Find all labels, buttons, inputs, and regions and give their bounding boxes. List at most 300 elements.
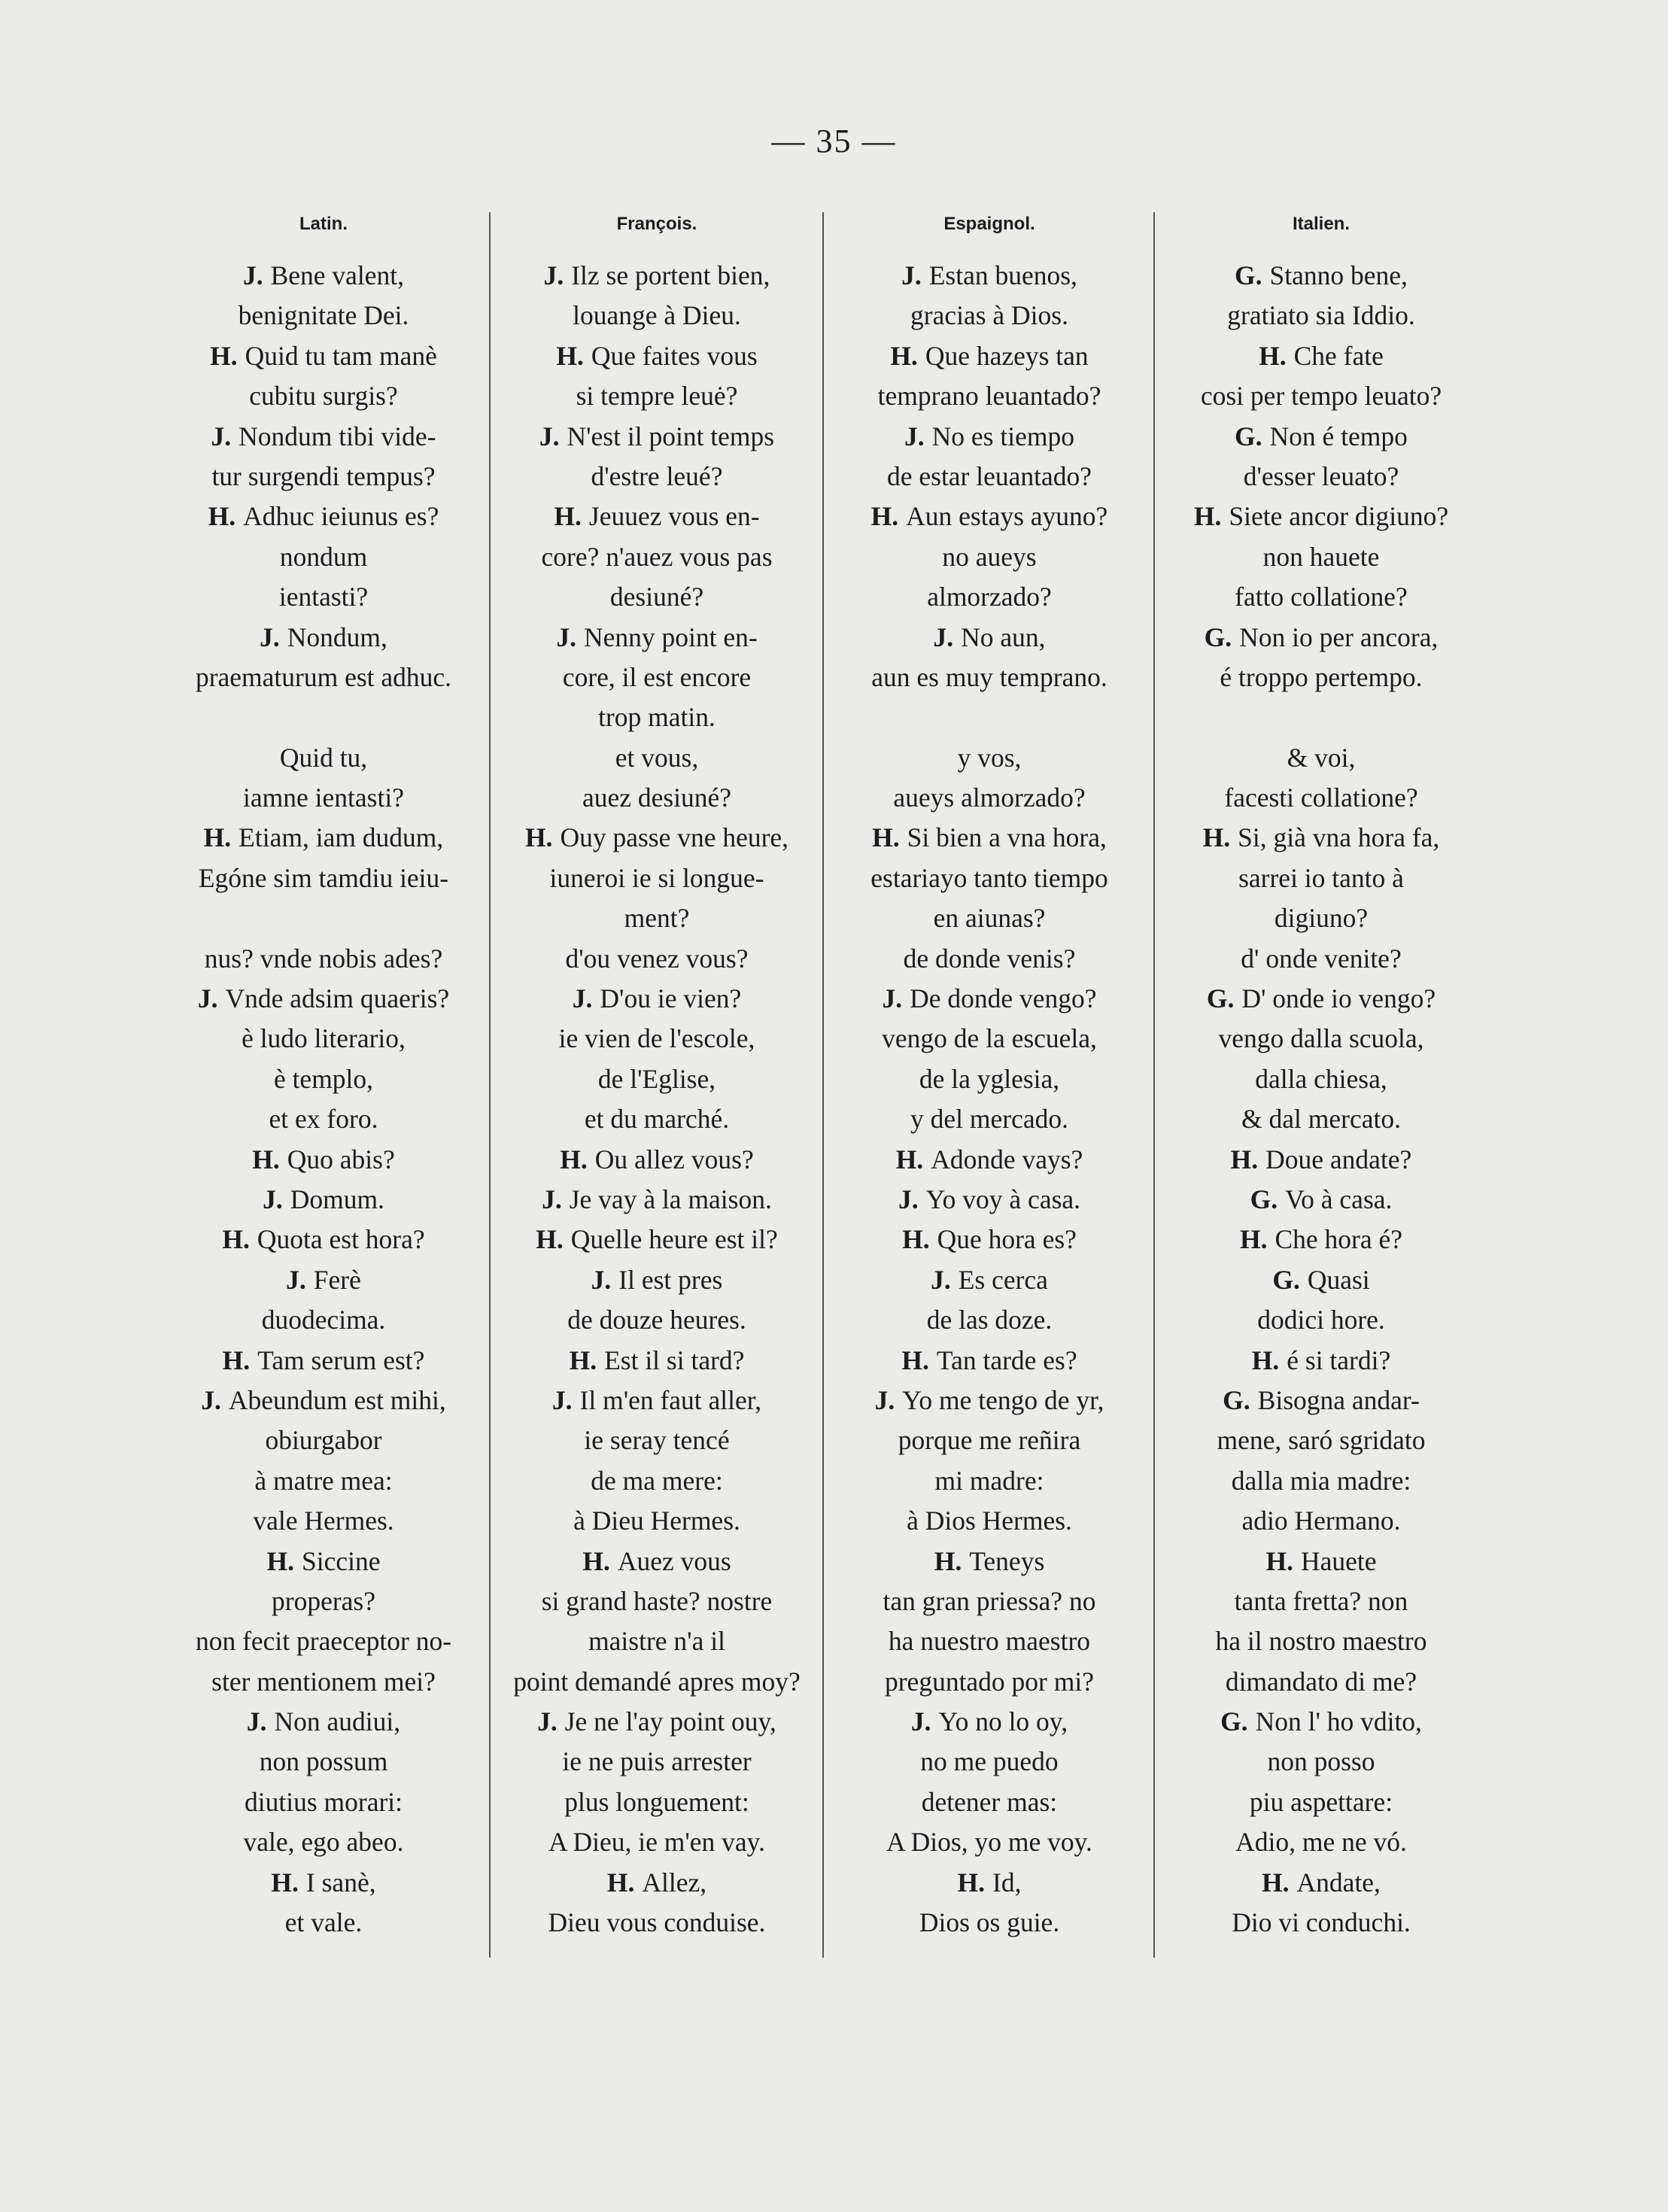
text-line — [493, 1381, 821, 1420]
speaker-label: J. — [263, 1183, 283, 1214]
line-text: si tempre leuė? — [576, 381, 738, 412]
speaker-label: H. — [569, 1345, 597, 1375]
speaker-label: H. — [870, 501, 899, 532]
line-text: facesti collatione? — [1224, 782, 1418, 813]
speaker-label: H. — [556, 340, 584, 371]
line-text: à Dios Hermes. — [907, 1506, 1072, 1536]
text-line — [493, 898, 821, 938]
line-text: Nenny point en- — [583, 621, 758, 652]
text-line — [1157, 1542, 1485, 1582]
line-text: core, il est encore — [562, 661, 752, 692]
line-text: auez desiuné? — [582, 782, 732, 813]
speaker-label: J. — [539, 421, 560, 451]
text-line — [160, 858, 488, 898]
line-text: desiuné? — [609, 582, 704, 612]
line-text: Etiam, iam dudum, — [239, 822, 444, 853]
line-text: aueys almorzado? — [893, 782, 1086, 813]
text-line — [1157, 1662, 1485, 1702]
line-text: Estan buenos, — [928, 260, 1077, 290]
text-line — [160, 1341, 488, 1381]
line-text: core? n'auez vous pas — [541, 541, 773, 572]
text-line — [493, 1300, 821, 1340]
text-line — [493, 1180, 821, 1220]
text-line — [825, 1702, 1153, 1742]
column-heading: Latin. — [299, 214, 348, 234]
text-line — [825, 1420, 1153, 1460]
line-text: d' onde venite? — [1241, 943, 1402, 974]
text-line — [825, 1903, 1153, 1943]
text-line — [1157, 1461, 1485, 1501]
line-text: no me puedo — [920, 1746, 1059, 1777]
text-line — [160, 1180, 488, 1220]
text-line — [825, 256, 1153, 296]
speaker-label: H. — [1230, 1144, 1259, 1174]
speaker-label: H. — [271, 1867, 299, 1898]
line-text: D'ou ie vien? — [600, 983, 742, 1014]
line-text: ie seray tencé — [584, 1425, 730, 1456]
speaker-label: J. — [591, 1264, 612, 1295]
line-text: dalla chiesa, — [1255, 1063, 1387, 1094]
text-line — [160, 296, 488, 336]
line-text: de l'Eglise, — [597, 1063, 716, 1094]
speaker-label: J. — [537, 1706, 558, 1737]
text-line — [825, 336, 1153, 376]
line-text: non posso — [1267, 1746, 1375, 1777]
line-text: Andate, — [1296, 1867, 1381, 1898]
line-text: Ilz se portent bien, — [571, 260, 770, 290]
text-line — [493, 1742, 821, 1782]
line-text: Es cerca — [958, 1264, 1048, 1295]
line-text: & voi, — [1287, 742, 1356, 773]
text-line — [1157, 818, 1485, 858]
text-line — [825, 1260, 1153, 1300]
text-line — [160, 618, 488, 658]
speaker-label: J. — [572, 983, 593, 1014]
line-text: è templo, — [273, 1063, 374, 1094]
text-line — [160, 1501, 488, 1541]
speaker-label: J. — [933, 621, 954, 652]
text-line — [825, 818, 1153, 858]
line-text: adio Hermano. — [1241, 1506, 1401, 1536]
line-text: detener mas: — [921, 1786, 1058, 1817]
text-line — [1157, 618, 1485, 658]
line-text: et ex foro. — [269, 1104, 378, 1135]
line-text: temprano leuantado? — [877, 381, 1101, 412]
text-line — [160, 1420, 488, 1460]
speaker-label: G. — [1204, 621, 1232, 652]
page-number: — 35 — — [771, 123, 897, 160]
line-text: ie ne puis arrester — [562, 1746, 752, 1777]
speaker-label: J. — [246, 1706, 267, 1737]
speaker-label: H. — [901, 1345, 929, 1375]
text-line — [160, 898, 488, 938]
text-line — [1157, 1702, 1485, 1742]
text-line — [160, 939, 488, 979]
line-text: de ma mere: — [591, 1465, 723, 1496]
text-line — [160, 1702, 488, 1742]
line-text: duodecima. — [261, 1305, 386, 1335]
line-text: Tan tarde es? — [936, 1345, 1077, 1375]
speaker-label: J. — [286, 1264, 306, 1295]
line-text: almorzado? — [927, 582, 1052, 612]
line-text: cubitu surgis? — [249, 381, 398, 412]
line-text: aun es muy temprano. — [871, 661, 1107, 692]
text-line — [1157, 1582, 1485, 1621]
text-line — [493, 1341, 821, 1381]
line-text: gratiato sia Iddio. — [1227, 300, 1415, 331]
text-line — [160, 1220, 488, 1259]
text-line — [160, 376, 488, 416]
text-line — [493, 577, 821, 617]
column-espaignol — [825, 203, 1153, 1943]
text-line — [160, 1140, 488, 1180]
line-text: Que hazeys tan — [925, 340, 1089, 371]
speaker-label: H. — [872, 822, 900, 853]
line-text: ha il nostro maestro — [1215, 1626, 1427, 1657]
text-line — [825, 376, 1153, 416]
text-line — [1157, 1019, 1485, 1059]
text-line — [160, 417, 488, 457]
text-line — [493, 336, 821, 376]
line-text: Bene valent, — [270, 260, 405, 290]
text-line — [1157, 1621, 1485, 1661]
line-text: Auez vous — [617, 1545, 731, 1576]
text-line — [493, 376, 821, 416]
line-text: A Dieu, ie m'en vay. — [548, 1827, 766, 1858]
line-text: Jeuuez vous en- — [588, 501, 760, 532]
text-line — [160, 457, 488, 497]
text-line — [493, 1822, 821, 1862]
line-text: d'estre leué? — [591, 460, 723, 491]
text-line — [825, 497, 1153, 536]
speaker-label: G. — [1272, 1264, 1300, 1295]
line-text: y vos, — [957, 742, 1022, 773]
speaker-label: H. — [582, 1545, 610, 1576]
text-line — [825, 858, 1153, 898]
text-line — [493, 457, 821, 497]
line-text: si grand haste? nostre — [541, 1585, 773, 1616]
text-line — [160, 1059, 488, 1099]
text-line — [493, 939, 821, 979]
speaker-label: J. — [543, 260, 564, 290]
text-line — [160, 1662, 488, 1702]
text-line — [1157, 1782, 1485, 1822]
text-line — [825, 1542, 1153, 1582]
column-heading: Espaignol. — [943, 214, 1035, 234]
text-line — [825, 697, 1153, 737]
text-line — [493, 1260, 821, 1300]
line-text: d'esser leuato? — [1243, 460, 1399, 491]
text-line — [493, 658, 821, 697]
line-text: Abeundum est mihi, — [228, 1384, 446, 1415]
text-line — [825, 1822, 1153, 1862]
text-line — [493, 1542, 821, 1582]
line-text: fatto collatione? — [1235, 582, 1408, 612]
line-text: è ludo literario, — [242, 1023, 406, 1054]
text-line — [1157, 1180, 1485, 1220]
line-text: Ouy passe vne heure, — [560, 822, 789, 853]
text-line — [825, 1140, 1153, 1180]
line-text: Vo à casa. — [1285, 1183, 1393, 1214]
text-line — [825, 1742, 1153, 1782]
text-line — [493, 1140, 821, 1180]
text-line — [493, 1501, 821, 1541]
text-line — [160, 1300, 488, 1340]
column-heading: Italien. — [1292, 214, 1351, 234]
text-line — [1157, 858, 1485, 898]
line-text: Siete ancor digiuno? — [1229, 501, 1449, 532]
text-line — [1157, 1863, 1485, 1903]
line-text: é si tardi? — [1287, 1345, 1391, 1375]
line-text: tanta fretta? non — [1234, 1585, 1408, 1616]
line-text: ie vien de l'escole, — [558, 1023, 755, 1054]
line-text: trop matin. — [598, 702, 716, 733]
text-line — [160, 577, 488, 617]
line-text: Doue andate? — [1265, 1144, 1412, 1174]
text-line — [1157, 738, 1485, 778]
line-text: ment? — [624, 903, 690, 934]
line-text: Ferè — [313, 1264, 361, 1295]
speaker-label: H. — [222, 1345, 251, 1375]
line-text: de las doze. — [926, 1305, 1053, 1335]
line-text: non fecit praeceptor no- — [195, 1626, 452, 1657]
text-line — [825, 296, 1153, 336]
text-line — [825, 1180, 1153, 1220]
column-francois — [493, 203, 821, 1943]
text-line — [1157, 1140, 1485, 1180]
text-line — [160, 1381, 488, 1420]
line-text: Nondum, — [287, 621, 387, 652]
text-line — [1157, 778, 1485, 818]
text-line — [825, 1461, 1153, 1501]
text-line — [160, 1582, 488, 1621]
line-text: iamne ientasti? — [243, 782, 404, 813]
text-line — [493, 1059, 821, 1099]
text-line — [825, 457, 1153, 497]
text-line — [1157, 1742, 1485, 1782]
line-text: piu aspettare: — [1249, 1786, 1393, 1817]
text-line — [1157, 457, 1485, 497]
line-text: non hauete — [1262, 541, 1380, 572]
text-line — [825, 618, 1153, 658]
speaker-label: G. — [1235, 260, 1262, 290]
text-line — [825, 1863, 1153, 1903]
line-text: Quid tu tam manè — [245, 340, 437, 371]
text-line — [825, 1582, 1153, 1621]
speaker-label: H. — [1262, 1867, 1290, 1898]
line-text: non possum — [259, 1746, 388, 1777]
speaker-label: H. — [1251, 1345, 1280, 1375]
line-text: Dieu vous conduise. — [548, 1907, 766, 1938]
text-line — [493, 778, 821, 818]
column-divider — [1153, 212, 1155, 1958]
text-line — [1157, 658, 1485, 697]
line-text: Si bien a vna hora, — [907, 822, 1107, 853]
text-line — [160, 778, 488, 818]
speaker-label: G. — [1220, 1706, 1248, 1737]
line-text: en aiunas? — [933, 903, 1046, 934]
line-text: Non l' ho vdito, — [1255, 1706, 1422, 1737]
line-text: No es tiempo — [931, 421, 1074, 451]
speaker-label: H. — [934, 1545, 962, 1576]
text-line — [160, 658, 488, 697]
line-text: Je vay à la maison. — [569, 1183, 772, 1214]
text-line — [1157, 697, 1485, 737]
column-latin — [160, 203, 488, 1943]
text-line — [825, 658, 1153, 697]
speaker-label: J. — [201, 1384, 221, 1415]
text-line — [1157, 296, 1485, 336]
line-text: dimandato di me? — [1225, 1666, 1417, 1697]
text-line — [825, 577, 1153, 617]
speaker-label: G. — [1250, 1183, 1278, 1214]
line-text: plus longuement: — [564, 1786, 749, 1817]
text-line — [1157, 1822, 1485, 1862]
line-text: no aueys — [942, 541, 1037, 572]
line-text: Quelle heure est il? — [570, 1224, 778, 1255]
text-line — [160, 1782, 488, 1822]
line-text: Il est pres — [618, 1264, 723, 1295]
line-text: Est il si tard? — [604, 1345, 745, 1375]
text-line — [825, 1621, 1153, 1661]
speaker-label: H. — [203, 822, 232, 853]
text-line — [1157, 1903, 1485, 1943]
line-text: Siccine — [302, 1545, 381, 1576]
line-text: Aun estays ayuno? — [906, 501, 1108, 532]
speaker-label: H. — [208, 501, 236, 532]
line-text: Dio vi conduchi. — [1232, 1907, 1411, 1938]
line-text: gracias à Dios. — [910, 300, 1068, 331]
speaker-label: J. — [211, 421, 232, 451]
speaker-label: H. — [895, 1144, 924, 1174]
speaker-label: H. — [902, 1224, 930, 1255]
column-text — [825, 256, 1153, 1943]
line-text: Che fate — [1293, 340, 1384, 371]
text-line — [1157, 1099, 1485, 1139]
line-text: Si, già vna hora fa, — [1238, 822, 1440, 853]
text-line — [1157, 577, 1485, 617]
column-text — [160, 256, 488, 1943]
speaker-label: H. — [890, 340, 918, 371]
text-line — [1157, 1420, 1485, 1460]
line-text: Que hora es? — [937, 1224, 1077, 1255]
line-text: ha nuestro maestro — [888, 1626, 1091, 1657]
text-line — [825, 1782, 1153, 1822]
text-line — [825, 1059, 1153, 1099]
text-line — [493, 1782, 821, 1822]
line-text: Domum. — [290, 1183, 384, 1214]
line-text: Yo no lo oy, — [938, 1706, 1068, 1737]
text-line — [493, 1863, 821, 1903]
text-line — [825, 898, 1153, 938]
speaker-label: H. — [524, 822, 553, 853]
speaker-label: J. — [242, 260, 263, 290]
line-text: Adhuc ieiunus es? — [243, 501, 439, 532]
line-text: tan gran priessa? no — [883, 1585, 1096, 1616]
speaker-label: J. — [910, 1706, 931, 1737]
line-text: d'ou venez vous? — [565, 943, 749, 974]
text-line — [1157, 979, 1485, 1019]
line-text: mene, saró sgridato — [1217, 1425, 1426, 1456]
line-text: praematurum est adhuc. — [195, 661, 452, 692]
text-line — [160, 818, 488, 858]
text-line — [493, 738, 821, 778]
line-text: Yo me tengo de yr, — [902, 1384, 1104, 1415]
line-text: N'est il point temps — [567, 421, 775, 451]
line-text: Tam serum est? — [257, 1345, 425, 1375]
speaker-label: H. — [606, 1867, 635, 1898]
line-text: maistre n'a il — [588, 1626, 725, 1657]
line-text: Quasi — [1307, 1264, 1370, 1295]
text-line — [493, 1621, 821, 1661]
speaker-label: G. — [1206, 983, 1235, 1014]
column-heading: François. — [616, 214, 697, 234]
line-text: Je ne l'ay point ouy, — [564, 1706, 776, 1737]
speaker-label: H. — [536, 1224, 564, 1255]
line-text: à matre mea: — [254, 1465, 393, 1496]
line-text: mi madre: — [934, 1465, 1044, 1496]
text-line — [160, 1019, 488, 1059]
text-line — [1157, 1381, 1485, 1420]
speaker-label: H. — [957, 1867, 986, 1898]
column-text — [493, 256, 821, 1943]
line-text: obiurgabor — [265, 1425, 382, 1456]
text-line — [493, 417, 821, 457]
text-line — [1157, 1260, 1485, 1300]
text-line — [1157, 497, 1485, 536]
line-text: de la yglesia, — [919, 1063, 1060, 1094]
text-line — [160, 979, 488, 1019]
text-line — [1157, 1300, 1485, 1340]
line-text: Teneys — [969, 1545, 1045, 1576]
speaker-label: J. — [260, 621, 280, 652]
text-line — [160, 697, 488, 737]
text-line — [160, 1260, 488, 1300]
line-text: digiuno? — [1274, 903, 1369, 934]
text-line — [493, 1220, 821, 1259]
text-line — [493, 1019, 821, 1059]
column-divider — [822, 212, 824, 1958]
text-line — [160, 1863, 488, 1903]
line-text: Bisogna andar- — [1257, 1384, 1420, 1415]
speaker-label: J. — [931, 1264, 951, 1295]
line-text: et vale. — [284, 1907, 363, 1938]
text-line — [825, 417, 1153, 457]
speaker-label: G. — [1223, 1384, 1250, 1415]
line-text: à Dieu Hermes. — [573, 1506, 740, 1536]
text-line — [1157, 939, 1485, 979]
text-line — [1157, 537, 1485, 577]
speaker-label: J. — [901, 260, 922, 290]
line-text: Non audiui, — [274, 1706, 401, 1737]
text-line — [1157, 417, 1485, 457]
line-text: Dios os guie. — [919, 1907, 1060, 1938]
text-line — [493, 618, 821, 658]
line-text: properas? — [272, 1585, 375, 1616]
text-line — [1157, 1341, 1485, 1381]
line-text: Il m'en faut aller, — [579, 1384, 762, 1415]
speaker-label: G. — [1235, 421, 1262, 451]
line-text: Che hora é? — [1275, 1224, 1403, 1255]
line-text: Egóne sim tamdiu ieiu- — [198, 862, 449, 893]
speaker-label: H. — [1259, 340, 1287, 371]
line-text: Stanno bene, — [1269, 260, 1408, 290]
line-text: nondum — [279, 541, 368, 572]
line-text: vale Hermes. — [253, 1506, 394, 1536]
line-text: Ou allez vous? — [594, 1144, 754, 1174]
speaker-label: J. — [874, 1384, 895, 1415]
speaker-label: J. — [542, 1183, 562, 1214]
